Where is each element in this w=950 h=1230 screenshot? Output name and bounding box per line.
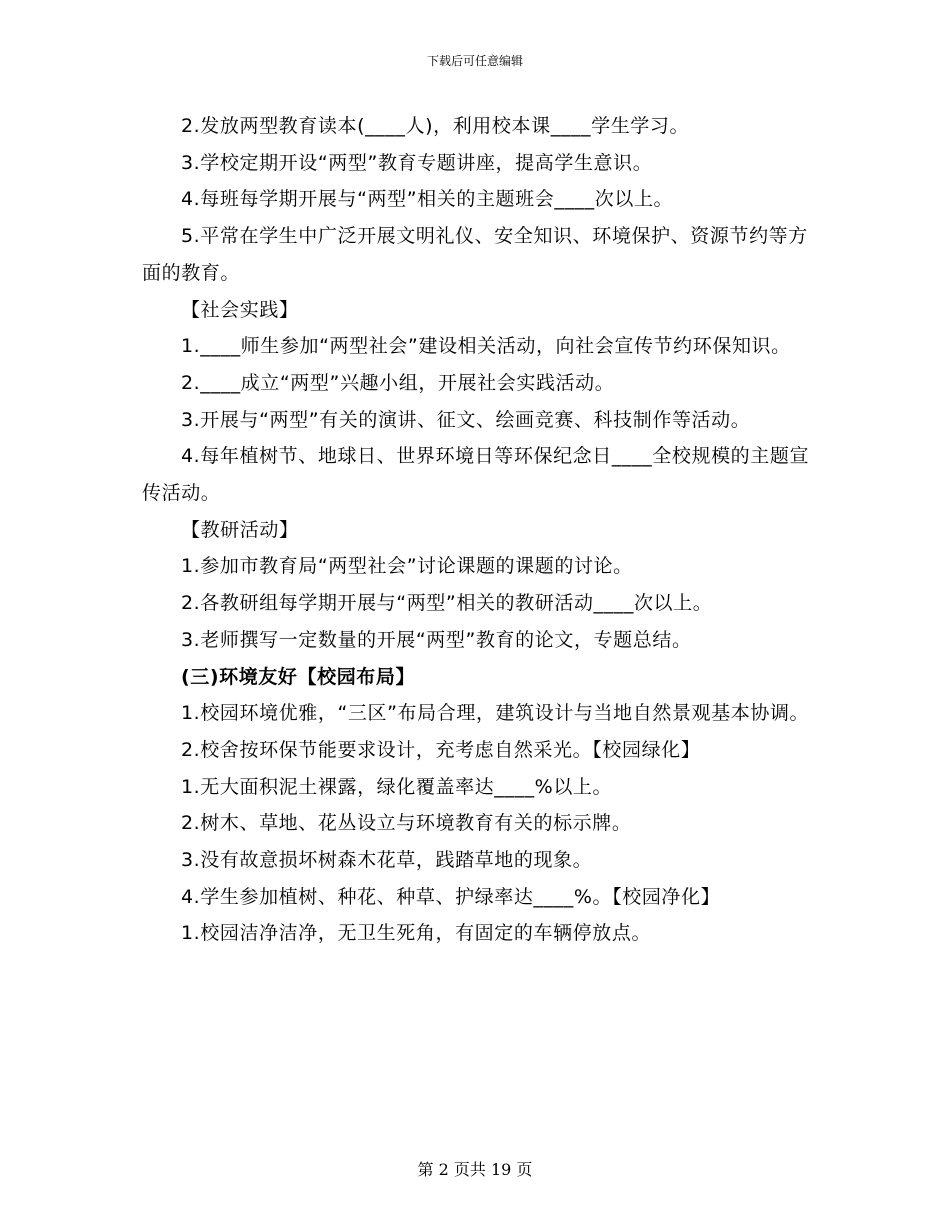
- paragraph-research-2: 2.各教研组每学期开展与“两型”相关的教研活动____次以上。: [180, 592, 713, 615]
- paragraph-social-4: 4.每年植树节、地球日、世界环境日等环保纪念日____全校规模的主题宣传活动。: [142, 445, 810, 505]
- section-heading-research: 【教研活动】: [180, 518, 299, 541]
- paragraph-cleaning-1: 1.校园洁净洁净，无卫生死角，有固定的车辆停放点。: [180, 922, 652, 945]
- paragraph-greening-1: 1.无大面积泥土裸露，绿化覆盖率达____%以上。: [180, 775, 613, 798]
- paragraph-research-1: 1.参加市教育局“两型社会”讨论课题的课题的讨论。: [180, 555, 633, 578]
- paragraph-greening-4: 4.学生参加植树、种花、种草、护绿率达____%。【校园净化】: [180, 885, 721, 908]
- paragraph-research-3: 3.老师撰写一定数量的开展“两型”教育的论文，专题总结。: [180, 628, 692, 651]
- paragraph-greening-2: 2.树木、草地、花丛设立与环境教育有关的标示牌。: [180, 812, 632, 835]
- section-heading-social-practice: 【社会实践】: [180, 298, 299, 321]
- page-footer: 第 2 页共 19 页: [417, 1160, 533, 1179]
- paragraph-greening-3: 3.没有故意损坏树森木花草，践踏草地的现象。: [180, 849, 593, 872]
- paragraph-layout-1: 1.校园环境优雅，“三区”布局合理，建筑设计与当地自然景观基本协调。: [180, 702, 810, 725]
- paragraph-item-4-class-meeting: 4.每班每学期开展与“两型”相关的主题班会____次以上。: [180, 188, 674, 211]
- paragraph-social-2: 2.____成立“两型”兴趣小组，开展社会实践活动。: [180, 371, 615, 394]
- page-header: 下载后可任意编辑: [426, 54, 523, 68]
- section-heading-environment: (三)环境友好【校园布局】: [180, 665, 416, 688]
- paragraph-social-1: 1.____师生参加“两型社会”建设相关活动，向社会宣传节约环保知识。: [180, 335, 791, 358]
- paragraph-social-3: 3.开展与“两型”有关的演讲、征文、绘画竞赛、科技制作等活动。: [180, 408, 751, 431]
- paragraph-layout-2: 2.校舍按环保节能要求设计，充考虑自然采光。【校园绿化】: [180, 738, 701, 761]
- paragraph-item-5-education: 5.平常在学生中广泛开展文明礼仪、安全知识、环境保护、资源节约等方面的教育。: [142, 225, 808, 284]
- paragraph-item-3-lectures: 3.学校定期开设“两型”教育专题讲座，提高学生意识。: [180, 151, 653, 174]
- document-body: [142, 108, 812, 952]
- paragraph-item-2-textbook: 2.发放两型教育读本(____人)，利用校本课____学生学习。: [180, 115, 690, 137]
